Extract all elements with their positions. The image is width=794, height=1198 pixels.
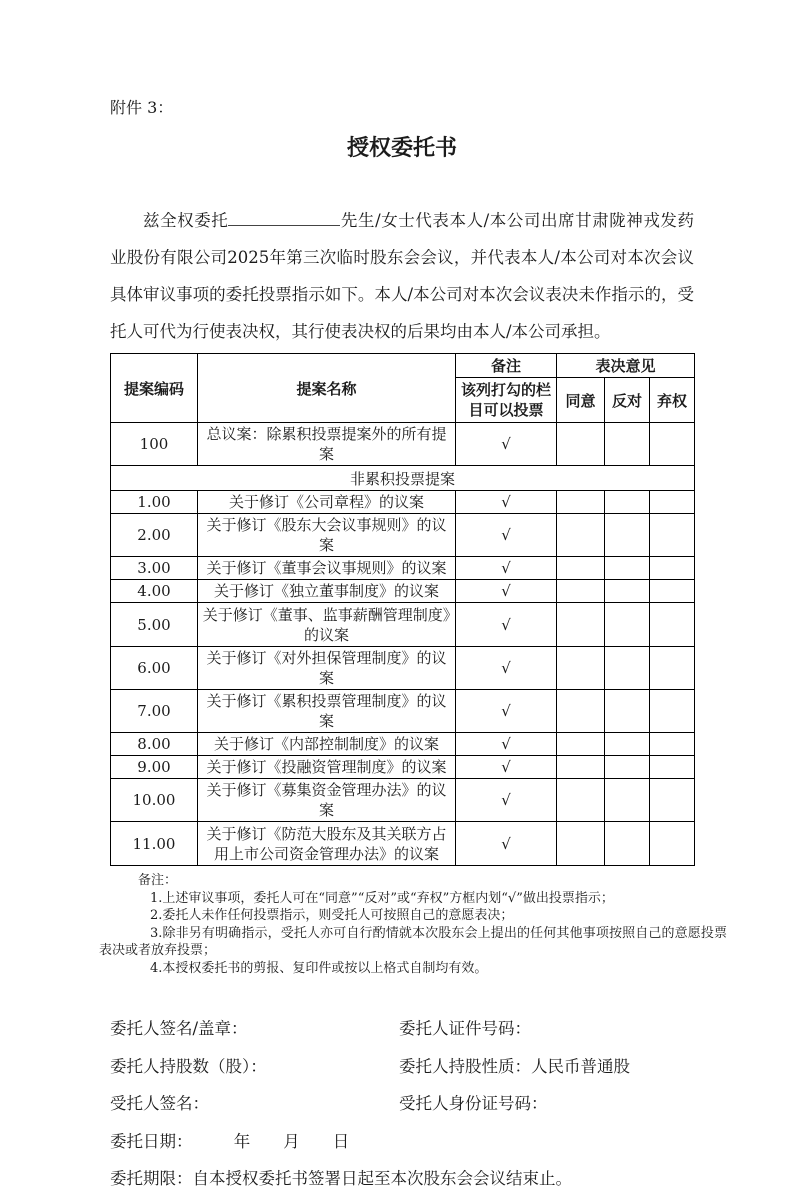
signature-section xyxy=(110,1010,694,1198)
note-item: 4.本授权委托书的剪报、复印件或按以上格式自制均有效。 xyxy=(150,960,488,976)
vote-agree-cell[interactable] xyxy=(557,647,605,690)
proposal-name-cell: 关于修订《独立董事制度》的议案 xyxy=(198,580,456,603)
vote-oppose-cell[interactable] xyxy=(605,822,650,866)
table-row xyxy=(111,514,695,557)
signature-row xyxy=(110,1048,694,1086)
remark-check-cell: √ xyxy=(456,822,557,866)
table-row xyxy=(111,603,695,647)
remark-check-cell: √ xyxy=(456,603,557,647)
intro-text-after: 先生/女士代表本人/本公司出席甘肃陇神戎发药业股份有限公司2025年第三次临时股东会会议，并代表本人/本公司对本次会议具体审议事项的委托投票指示如下。本人/本公司对本次会议表决未作指示的，受托人可代为行使表决权，其行使表决权的后果均由本人/本公司承担。 xyxy=(110,211,695,341)
proxy-id-number-label: 受托人身份证号码： xyxy=(399,1094,548,1113)
vote-agree-cell[interactable] xyxy=(557,779,605,822)
proposal-code-cell: 8.00 xyxy=(111,733,198,756)
table-row xyxy=(111,690,695,733)
col-header-proposal-code: 提案编码 xyxy=(111,354,198,423)
col-header-remark-sub: 该列打勾的栏目可以投票 xyxy=(456,378,557,423)
vote-oppose-cell[interactable] xyxy=(605,423,650,466)
vote-agree-cell[interactable] xyxy=(557,603,605,647)
vote-abstain-cell[interactable] xyxy=(650,822,695,866)
authorization-date-label: 委托日期： 年 月 日 xyxy=(110,1131,350,1151)
proposal-code-cell: 2.00 xyxy=(111,514,198,557)
table-row xyxy=(111,557,695,580)
vote-oppose-cell[interactable] xyxy=(605,580,650,603)
vote-oppose-cell[interactable] xyxy=(605,514,650,557)
proposal-code-cell: 1.00 xyxy=(111,491,198,514)
intro-paragraph xyxy=(110,202,694,350)
vote-agree-cell[interactable] xyxy=(557,580,605,603)
proposal-code-cell: 6.00 xyxy=(111,647,198,690)
vote-agree-cell[interactable] xyxy=(557,557,605,580)
vote-oppose-cell[interactable] xyxy=(605,756,650,779)
signature-row xyxy=(110,1085,694,1123)
vote-oppose-cell[interactable] xyxy=(605,733,650,756)
signature-row xyxy=(110,1010,694,1048)
proposal-name-cell: 总议案：除累积投票提案外的所有提案 xyxy=(198,423,456,466)
proposal-name-cell: 关于修订《募集资金管理办法》的议案 xyxy=(198,779,456,822)
vote-abstain-cell[interactable] xyxy=(650,647,695,690)
vote-oppose-cell[interactable] xyxy=(605,557,650,580)
vote-agree-cell[interactable] xyxy=(557,733,605,756)
proposal-code-cell: 100 xyxy=(111,423,198,466)
proposal-name-cell: 关于修订《防范大股东及其关联方占用上市公司资金管理办法》的议案 xyxy=(198,822,456,866)
table-row xyxy=(111,647,695,690)
col-header-remark: 备注 xyxy=(456,354,557,378)
remark-check-cell: √ xyxy=(456,779,557,822)
vote-abstain-cell[interactable] xyxy=(650,514,695,557)
principal-id-number-label: 委托人证件号码： xyxy=(399,1019,531,1038)
vote-abstain-cell[interactable] xyxy=(650,779,695,822)
table-row xyxy=(111,756,695,779)
vote-agree-cell[interactable] xyxy=(557,491,605,514)
col-header-vote-opinion: 表决意见 xyxy=(557,354,695,378)
proposal-name-cell: 关于修订《投融资管理制度》的议案 xyxy=(198,756,456,779)
principal-shares-label: 委托人持股数（股）： xyxy=(110,1056,267,1076)
vote-abstain-cell[interactable] xyxy=(650,690,695,733)
remark-check-cell: √ xyxy=(456,690,557,733)
col-header-abstain: 弃权 xyxy=(650,378,695,423)
remark-check-cell: √ xyxy=(456,514,557,557)
remark-check-cell: √ xyxy=(456,580,557,603)
table-row xyxy=(111,491,695,514)
vote-abstain-cell[interactable] xyxy=(650,557,695,580)
vote-abstain-cell[interactable] xyxy=(650,580,695,603)
vote-abstain-cell[interactable] xyxy=(650,491,695,514)
col-header-oppose: 反对 xyxy=(605,378,650,423)
table-row xyxy=(111,423,695,466)
remark-check-cell: √ xyxy=(456,647,557,690)
vote-abstain-cell[interactable] xyxy=(650,756,695,779)
notes-label: 备注： xyxy=(138,873,178,888)
proposal-code-cell: 9.00 xyxy=(111,756,198,779)
vote-agree-cell[interactable] xyxy=(557,423,605,466)
proposal-code-cell: 5.00 xyxy=(111,603,198,647)
proposal-name-cell: 关于修订《内部控制制度》的议案 xyxy=(198,733,456,756)
vote-agree-cell[interactable] xyxy=(557,822,605,866)
principal-share-type-label: 委托人持股性质：人民币普通股 xyxy=(399,1056,630,1076)
vote-agree-cell[interactable] xyxy=(557,756,605,779)
vote-oppose-cell[interactable] xyxy=(605,491,650,514)
vote-oppose-cell[interactable] xyxy=(605,779,650,822)
proxy-signature-label: 受托人签名： xyxy=(110,1094,209,1113)
table-row xyxy=(111,580,695,603)
proposal-code-cell: 11.00 xyxy=(111,822,198,866)
table-row xyxy=(111,733,695,756)
proposal-code-cell: 4.00 xyxy=(111,580,198,603)
proposal-code-cell: 3.00 xyxy=(111,557,198,580)
note-item: 2.委托人未作任何投票指示，则受托人可按照自己的意愿表决； xyxy=(150,908,514,923)
signature-row xyxy=(110,1123,694,1161)
note-item: 1.上述审议事项，委托人可在“同意”“反对”或“弃权”方框内划“√”做出投票指示； xyxy=(150,890,614,906)
table-header-row-1 xyxy=(111,354,695,378)
proposal-name-cell: 关于修订《股东大会议事规则》的议案 xyxy=(198,514,456,557)
vote-oppose-cell[interactable] xyxy=(605,690,650,733)
proposal-name-cell: 关于修订《公司章程》的议案 xyxy=(198,491,456,514)
remark-check-cell: √ xyxy=(456,491,557,514)
section-separator-row xyxy=(111,466,695,491)
proposal-name-cell: 关于修订《累积投票管理制度》的议案 xyxy=(198,690,456,733)
remark-check-cell: √ xyxy=(456,756,557,779)
proposal-name-cell: 关于修订《对外担保管理制度》的议案 xyxy=(198,647,456,690)
notes-section xyxy=(99,872,727,977)
vote-abstain-cell[interactable] xyxy=(650,423,695,466)
principal-signature-label: 委托人签名/盖章： xyxy=(110,1019,248,1038)
table-row xyxy=(111,822,695,866)
proxy-name-blank[interactable] xyxy=(228,208,340,226)
section-separator-label: 非累积投票提案 xyxy=(111,466,695,491)
col-header-proposal-name: 提案名称 xyxy=(198,354,456,423)
vote-abstain-cell[interactable] xyxy=(650,603,695,647)
authorization-period-label: 委托期限：自本授权委托书签署日起至本次股东会会议结束止。 xyxy=(110,1169,572,1188)
remark-check-cell: √ xyxy=(456,733,557,756)
intro-text-before: 兹全权委托 xyxy=(143,211,229,230)
vote-oppose-cell[interactable] xyxy=(605,603,650,647)
proposal-code-cell: 7.00 xyxy=(111,690,198,733)
proposal-code-cell: 10.00 xyxy=(111,779,198,822)
vote-abstain-cell[interactable] xyxy=(650,733,695,756)
proposal-name-cell: 关于修订《董事、监事薪酬管理制度》的议案 xyxy=(198,603,456,647)
vote-agree-cell[interactable] xyxy=(557,690,605,733)
vote-oppose-cell[interactable] xyxy=(605,647,650,690)
voting-table xyxy=(110,353,695,866)
remark-check-cell: √ xyxy=(456,423,557,466)
vote-agree-cell[interactable] xyxy=(557,514,605,557)
table-row xyxy=(111,779,695,822)
attachment-label: 附件 3： xyxy=(110,98,174,117)
proposal-name-cell: 关于修订《董事会议事规则》的议案 xyxy=(198,557,456,580)
note-item: 3.除非另有明确指示，受托人亦可自行酌情就本次股东会上提出的任何其他事项按照自己的意愿投票表决或者放弃投票； xyxy=(99,925,727,958)
col-header-agree: 同意 xyxy=(557,378,605,423)
remark-check-cell: √ xyxy=(456,557,557,580)
page-title: 授权委托书 xyxy=(346,135,457,161)
